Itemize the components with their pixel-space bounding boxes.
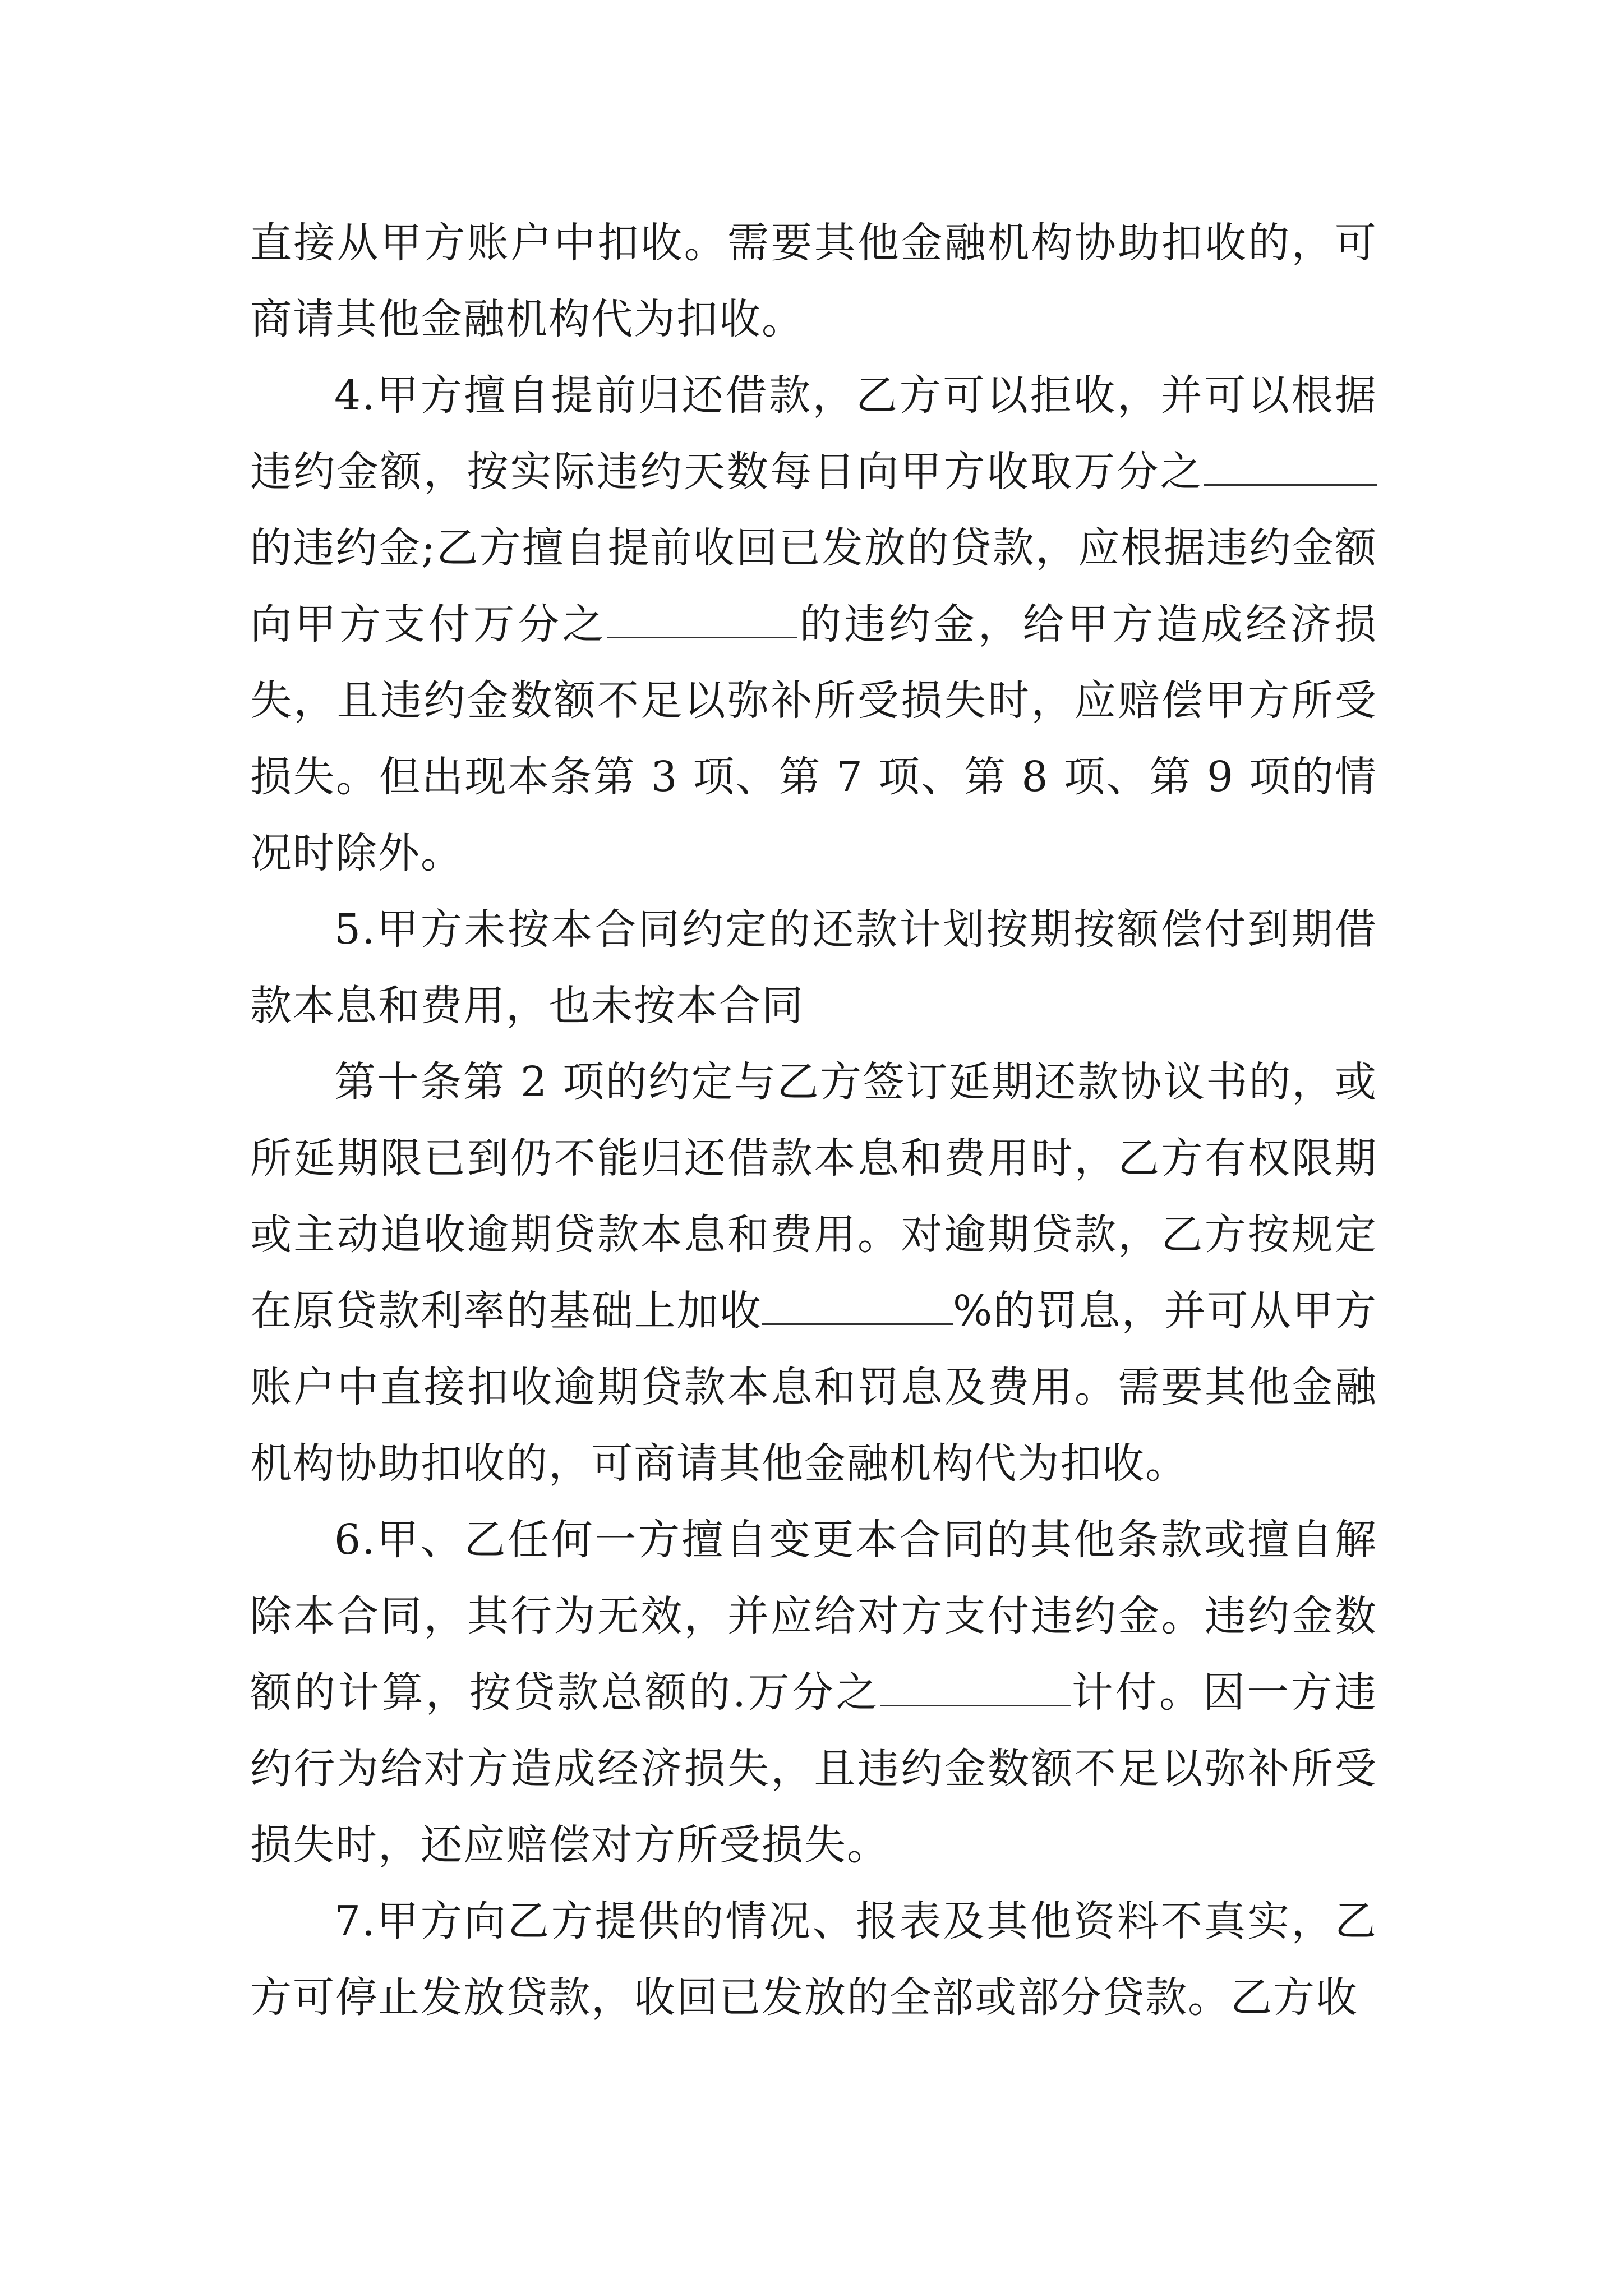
- text-run: 计付。因一方违约行为给对方造成经济损失，且违约金数额不足以弥补所受损失时，还应赔偿对方所受损失。: [250, 1668, 1377, 1869]
- fill-in-blank: [607, 603, 797, 638]
- fill-in-blank: [1204, 450, 1377, 486]
- paragraph-p-5: [250, 891, 1377, 1044]
- text-run: 5.甲方未按本合同约定的还款计划按期按额偿付到期借款本息和费用，也未按本合同: [250, 905, 1377, 1030]
- fill-in-blank: [762, 1290, 953, 1325]
- paragraph-p-4: [250, 357, 1377, 891]
- text-run: 7.甲方向乙方提供的情况、报表及其他资料不真实，乙方可停止发放贷款，收回已发放的全部或部分贷款。乙方收: [250, 1897, 1377, 2022]
- fill-in-blank: [880, 1671, 1071, 1706]
- text-run: 直接从甲方账户中扣收。需要其他金融机构协助扣收的，可商请其他金融机构代为扣收。: [250, 219, 1377, 343]
- paragraph-p-5b: [250, 1044, 1377, 1502]
- text-run: %的罚息，并可从甲方账户中直接扣收逾期贷款本息和罚息及费用。需要其他金融机构协助扣收的，可商请其他金融机构代为扣收。: [250, 1287, 1377, 1488]
- text-run: 的违约金，给甲方造成经济损失，且违约金数额不足以弥补所受损失时，应赔偿甲方所受损失。但出现本条第 3 项、第 7 项、第 8 项、第 9 项的情况时除外。: [250, 600, 1378, 877]
- paragraph-p-7: [250, 1883, 1377, 2036]
- contract-body: [250, 205, 1377, 2036]
- text-run: 第十条第 2 项的约定与乙方签订延期还款协议书的，或所延期限已到仍不能归还借款本息和费用时，乙方有权限期或主动追收逾期贷款本息和费用。对逾期贷款，乙方按规定在原贷款利率的基础上加收: [250, 1058, 1377, 1335]
- paragraph-p-cont: [250, 205, 1377, 357]
- paragraph-p-6: [250, 1502, 1377, 1883]
- text-run: 的违约金;乙方擅自提前收回已发放的贷款，应根据违约金额向甲方支付万分之: [250, 524, 1377, 648]
- text-run: 4.甲方擅自提前归还借款，乙方可以拒收，并可以根据违约金额，按实际违约天数每日向甲方收取万分之: [250, 371, 1377, 496]
- text-run: 6.甲、乙任何一方擅自变更本合同的其他条款或擅自解除本合同，其行为无效，并应给对方支付违约金。违约金数额的计算，按贷款总额的.万分之: [250, 1516, 1377, 1717]
